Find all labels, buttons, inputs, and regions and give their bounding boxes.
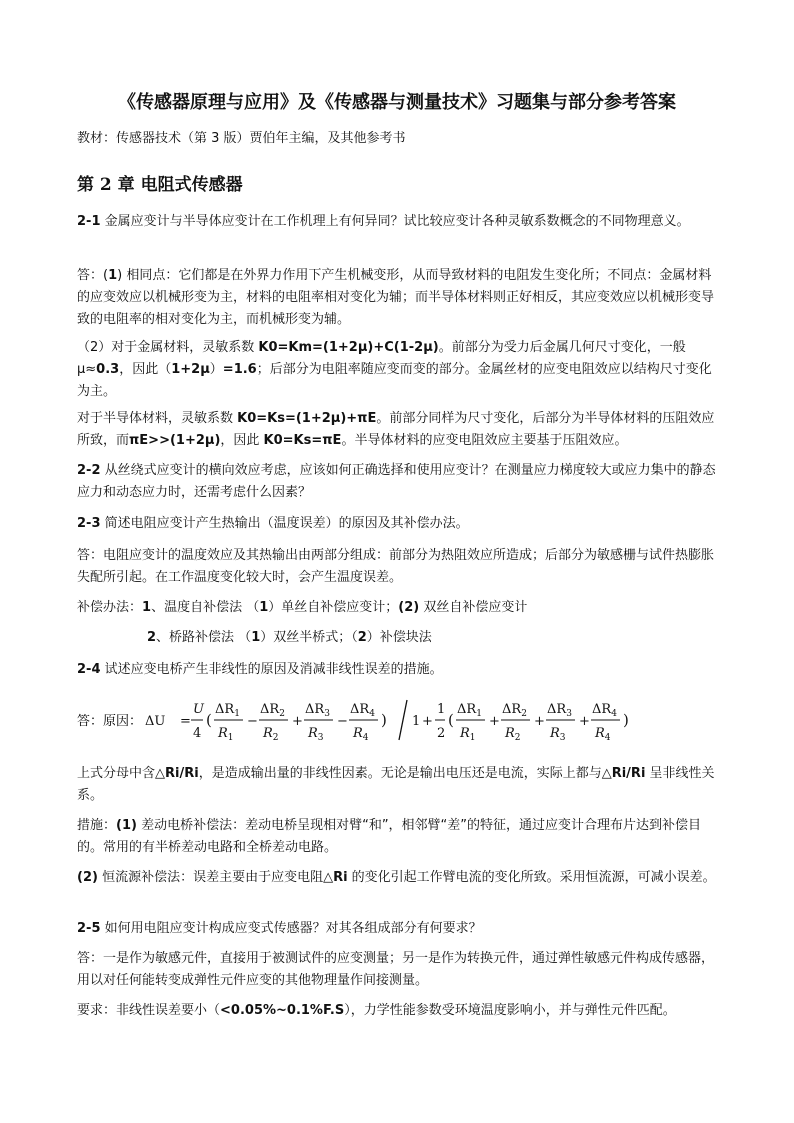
question-2-2: 2-2 从丝绕式应变计的横向效应考虑，应该如何正确选择和使用应变计？在测量应力梯度较大或应力集中的静态应力和动态应力时，还需考虑什么因素？ (77, 463, 716, 500)
svg-text:ΔU: ΔU (145, 714, 166, 729)
question-number: 2-4 (77, 662, 101, 677)
svg-text:R3: $R_3$ (308, 726, 324, 743)
svg-text:U: U (193, 702, 204, 717)
answer-2-5: 答：一是作为敏感元件，直接用于被测试件的应变测量；另一是作为转换元件，通过弹性敏感元件构成传感器，用以对任何能转变成弹性元件应变的其他物理量作间接测量。 (77, 951, 715, 988)
question-2-5: 2-5 如何用电阻应变计构成应变式传感器？对其各组成部分有何要求？ (77, 921, 482, 936)
question-number: 2-5 (77, 921, 101, 936)
svg-text:R2: $R_2$ (263, 726, 279, 743)
svg-text:R3: $R_3$ (550, 726, 566, 743)
answer-2-1-part3: 对于半导体材料，灵敏系数 K0=Ks=(1+2μ)+πE。前部分同样为尺寸变化，后部分为半导体材料的压阻效应所致，而πE>>(1+2μ)，因此 K0=Ks=πE。半导体材料的应变电阻效应主要基于压阻效应。 (77, 411, 715, 448)
question-2-4: 2-4 试述应变电桥产生非线性的原因及消减非线性误差的措施。 (77, 662, 443, 677)
svg-text:R1: $R_1$ (218, 726, 234, 743)
compensation-methods-2: 2、桥路补偿法 （1）双丝半桥式；（2）补偿块法 (147, 630, 432, 645)
svg-text:1: 1 (437, 702, 446, 717)
question-number: 2-2 (77, 463, 101, 478)
svg-text:+: + (579, 714, 590, 729)
bridge-output-formula (77, 696, 717, 744)
svg-text:4: 4 (193, 726, 202, 741)
svg-text:R4: $R_4$ (353, 726, 369, 743)
question-2-1: 2-1 金属应变计与半导体应变计在工作机理上有何异同？试比较应变计各种灵敏系数概念的不同物理意义。 (77, 214, 690, 229)
answer-2-1-part2: （2）对于金属材料，灵敏系数 K0=Km=(1+2μ)+C(1-2μ)。前部分为受力后金属几何尺寸变化，一般μ≈0.3，因此（1+2μ）=1.6；后部分为电阻率随应变而变的部分。金属丝材的应变电阻效应以结构尺寸变化为主。 (77, 340, 712, 399)
measure-1: 措施：(1) 差动电桥补偿法：差动电桥呈现相对臂“和”，相邻臂“差”的特征，通过应变计合理布片达到补偿目的。常用的有半桥差动电路和全桥差动电路。 (77, 818, 702, 855)
nonlinearity-explanation: 上式分母中含△Ri/Ri，是造成输出量的非线性因素。无论是输出电压还是电流，实际上都与△Ri/Ri 呈非线性关系。 (77, 766, 715, 803)
answer-label: 答：原因： (77, 714, 143, 729)
svg-text:ΔR2: $\Delta R_2$ (260, 702, 285, 719)
question-number: 2-1 (77, 214, 101, 229)
chapter-heading: 第 2 章 电阻式传感器 (77, 175, 243, 195)
svg-text:): ) (623, 711, 629, 729)
svg-text:): ) (381, 711, 387, 729)
svg-text:+: + (292, 714, 303, 729)
textbook-note: 教材：传感器技术（第 3 版）贾伯年主编，及其他参考书 (77, 131, 406, 146)
svg-text:−: − (247, 714, 258, 729)
svg-text:R4: $R_4$ (595, 726, 611, 743)
svg-text:R1: $R_1$ (460, 726, 476, 743)
svg-text:+: + (534, 714, 545, 729)
svg-text:2: 2 (437, 726, 446, 741)
requirements: 要求：非线性误差要小（<0.05%~0.1%F.S），力学性能参数受环境温度影响小，并与弹性元件匹配。 (77, 1003, 676, 1018)
svg-text:+: + (422, 714, 433, 729)
svg-text:ΔR1: $\Delta R_1$ (457, 702, 482, 719)
answer-2-1-part1: 答：(1) 相同点：它们都是在外界力作用下产生机械变形，从而导致材料的电阻发生变化所；不同点：金属材料的应变效应以机械形变为主，材料的电阻率相对变化为辅；而半导体材料则正好相反，其应变效应以机械形变导致的电阻率的相对变化为主，而机械形变为辅。 (77, 268, 715, 327)
svg-text:1: 1 (412, 714, 421, 729)
svg-text:ΔR3: $\Delta R_3$ (547, 702, 572, 719)
svg-text:ΔR4: $\Delta R_4$ (350, 702, 375, 719)
svg-text:ΔR2: $\Delta R_2$ (502, 702, 527, 719)
answer-2-3: 答：电阻应变计的温度效应及其热输出由两部分组成：前部分为热阻效应所造成；后部分为敏感栅与试件热膨胀失配所引起。在工作温度变化较大时，会产生温度误差。 (77, 548, 715, 585)
svg-text:=: = (180, 714, 191, 729)
svg-text:+: + (489, 714, 500, 729)
page-title: 《传感器原理与应用》及《传感器与测量技术》习题集与部分参考答案 (118, 92, 676, 113)
svg-text:(: ( (206, 711, 212, 729)
svg-text:(: ( (448, 711, 454, 729)
question-number: 2-3 (77, 516, 101, 531)
svg-text:ΔR1: $\Delta R_1$ (215, 702, 240, 719)
svg-text:ΔR3: $\Delta R_3$ (305, 702, 330, 719)
svg-text:ΔR4: $\Delta R_4$ (592, 702, 617, 719)
measure-2: (2) 恒流源补偿法：误差主要由于应变电阻△Ri 的变化引起工作臂电流的变化所致。采用恒流源，可减小误差。 (77, 870, 716, 885)
question-2-3: 2-3 简述电阻应变计产生热输出（温度误差）的原因及其补偿办法。 (77, 516, 469, 531)
compensation-methods-1: 补偿办法：1、温度自补偿法 （1）单丝自补偿应变计；(2) 双丝自补偿应变计 (77, 600, 528, 615)
svg-text:R2: $R_2$ (505, 726, 521, 743)
svg-text:−: − (337, 714, 348, 729)
formula-graphic (77, 696, 717, 744)
